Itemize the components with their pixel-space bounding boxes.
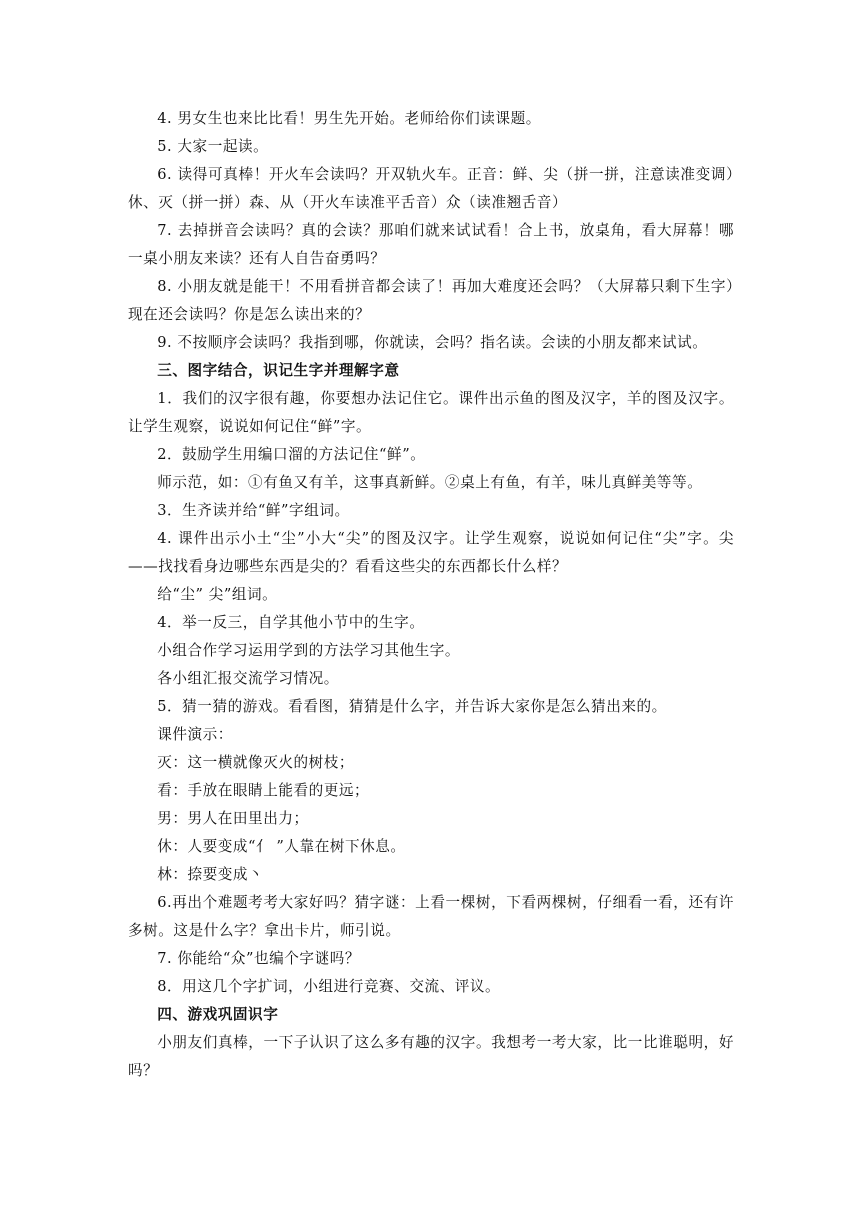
paragraph-item-6-riddle: 6.再出个难题考考大家好吗？猜字谜：上看一棵树，下看两棵树，仔细看一看，还有许多树。这是什么字？拿出卡片，师引说。 — [128, 894, 734, 939]
paragraph-item-4-self-study: 4．举一反三，自学其他小节中的生字。 — [157, 614, 425, 631]
paragraph-item-5-guess-game: 5．猜一猜的游戏。看看图，猜猜是什么字，并告诉大家你是怎么猜出来的。 — [157, 698, 667, 715]
paragraph-item-4-jian: 4. 课件出示小土“尘”小大“尖”的图及汉字。让学生观察，说说如何记住“尖”字。尖——找找看身边哪些东西是尖的？看看这些尖的东西都长什么样？ — [128, 530, 734, 575]
paragraph-char-xiu: 休：人要变成“亻 ”人靠在树下休息。 — [157, 838, 406, 855]
paragraph-char-lin: 林：捺要变成丶 — [157, 866, 264, 883]
paragraph-group-study: 小组合作学习运用学到的方法学习其他生字。 — [157, 642, 461, 659]
paragraph-step-5: 5. 大家一起读。 — [157, 138, 269, 155]
paragraph-char-kan: 看：手放在眼睛上能看的更远； — [157, 782, 370, 799]
paragraph-item-3: 3．生齐读并给“鲜”字组词。 — [157, 502, 350, 519]
paragraph-courseware-demo: 课件演示： — [157, 726, 233, 743]
paragraph-group-report: 各小组汇报交流学习情况。 — [157, 670, 339, 687]
paragraph-item-1: 1．我们的汉字很有趣，你要想办法记住它。课件出示鱼的图及汉字，羊的图及汉字。让学生观察，说说如何记住“鲜”字。 — [128, 390, 734, 435]
section-heading-3: 三、图字结合，识记生字并理解字意 — [157, 362, 400, 379]
paragraph-item-2: 2．鼓励学生用编口溜的方法记住“鲜”。 — [157, 446, 426, 463]
paragraph-char-nan: 男：男人在田里出力； — [157, 810, 309, 827]
paragraph-step-7: 7. 去掉拼音会读吗？真的会读？那咱们就来试试看！合上书，放桌角，看大屏幕！哪一桌小朋友来读？还有人自告奋勇吗？ — [128, 222, 734, 267]
document-body — [128, 105, 734, 1085]
paragraph-item-7: 7. 你能给“众”也编个字谜吗？ — [157, 950, 361, 967]
paragraph-step-9: 9. 不按顺序会读吗？我指到哪，你就读，会吗？指名读。会读的小朋友都来试试。 — [157, 334, 708, 351]
section-heading-4: 四、游戏巩固识字 — [157, 1006, 279, 1023]
paragraph-word-building: 给“尘” 尖”组词。 — [157, 586, 278, 603]
paragraph-step-6: 6. 读得可真棒！开火车会读吗？开双轨火车。正音：鲜、尖（拼一拼，注意读准变调）休、灭（拼一拼）森、从（开火车读准平舌音）众（读准翘舌音） — [128, 166, 734, 211]
paragraph-step-4: 4. 男女生也来比比看！男生先开始。老师给你们读课题。 — [157, 110, 541, 127]
paragraph-char-mie: 灭：这一横就像灭火的树枝； — [157, 754, 355, 771]
paragraph-closing: 小朋友们真棒，一下子认识了这么多有趣的汉字。我想考一考大家，比一比谁聪明，好吗？ — [128, 1034, 734, 1079]
paragraph-teacher-example: 师示范，如：①有鱼又有羊，这事真新鲜。②桌上有鱼，有羊，味儿真鲜美等等。 — [157, 474, 703, 491]
paragraph-step-8: 8. 小朋友就是能干！不用看拼音都会读了！再加大难度还会吗？（大屏幕只剩下生字）现在还会读吗？你是怎么读出来的？ — [128, 278, 734, 323]
paragraph-item-8: 8．用这几个字扩词，小组进行竞赛、交流、评议。 — [157, 978, 501, 995]
